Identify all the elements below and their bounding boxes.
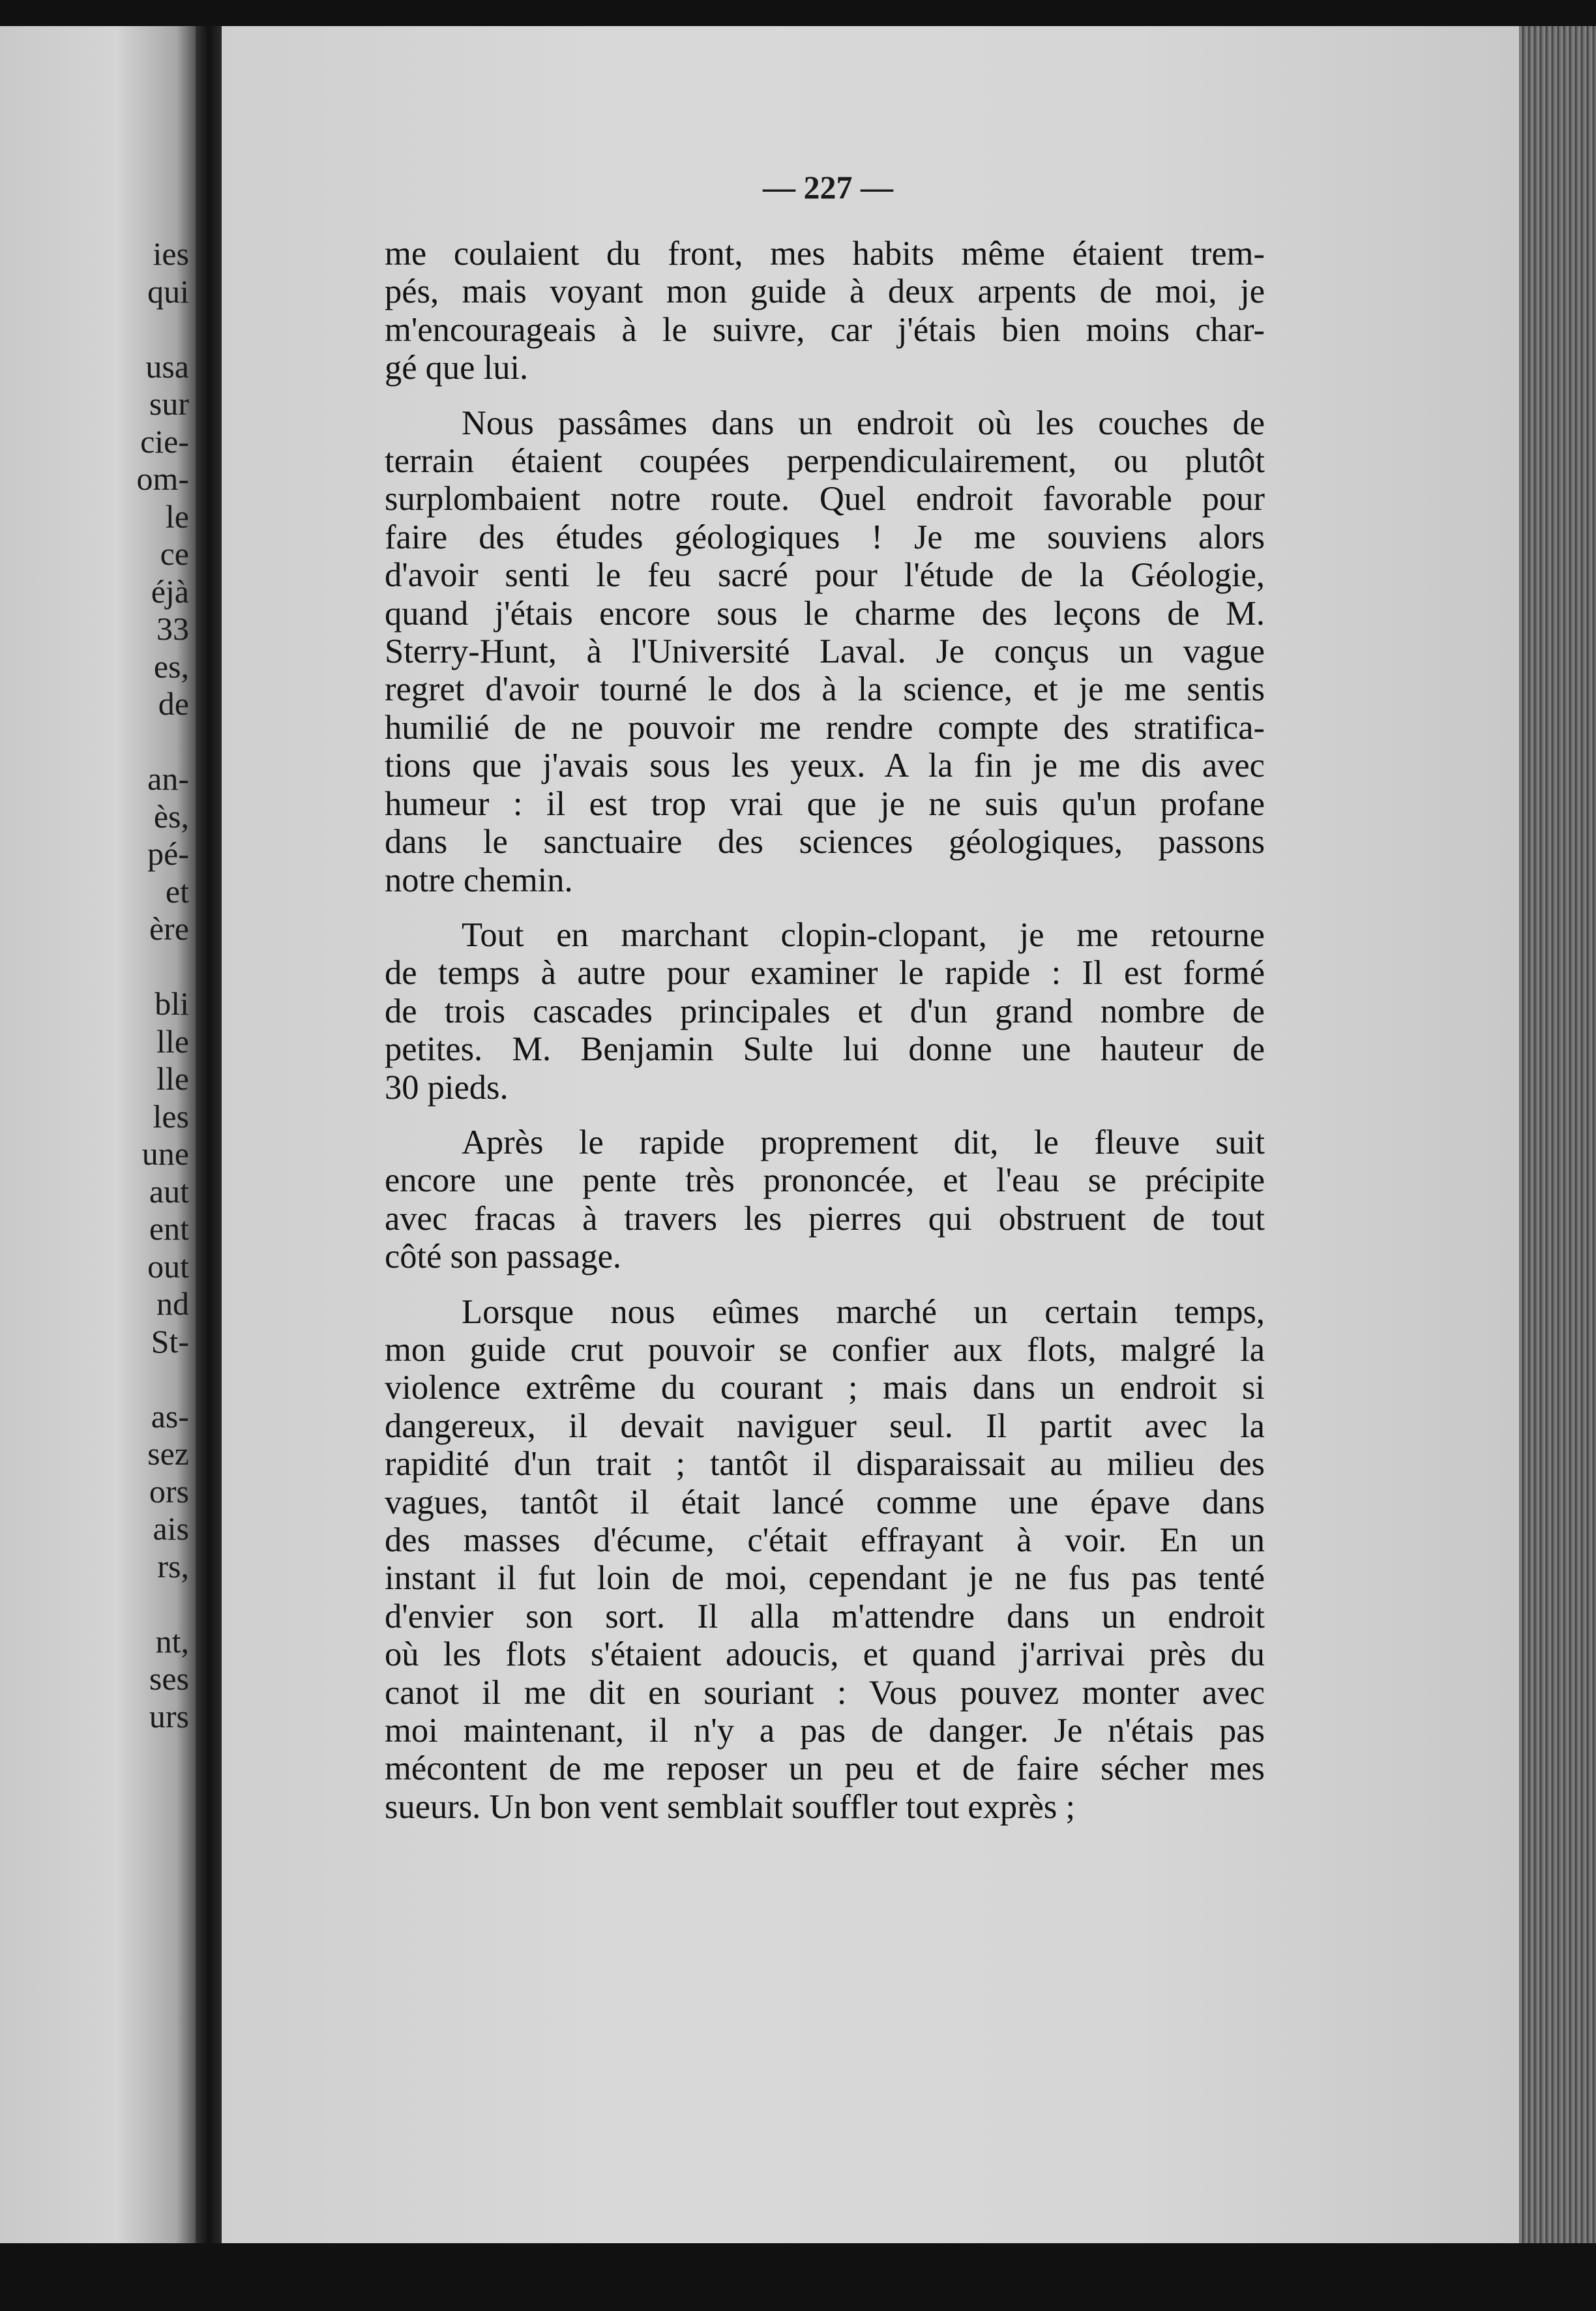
text-line: quand j'étais encore sous le charme des leçons de M. xyxy=(385,594,1265,633)
previous-page-fragment: nd xyxy=(156,1285,189,1322)
text-line: mon guide crut pouvoir se confier aux flots, malgré la xyxy=(385,1330,1265,1369)
paragraph xyxy=(385,1293,1265,1826)
text-line: vagues, tantôt il était lancé comme une épave dans xyxy=(385,1483,1265,1521)
text-line: dangereux, il devait naviguer seul. Il partit avec la xyxy=(385,1407,1265,1445)
text-line: m'encourageais à le suivre, car j'étais bien moins char- xyxy=(385,310,1265,349)
previous-page-fragment: éjà xyxy=(151,573,189,610)
previous-page-fragment: sez xyxy=(147,1435,189,1472)
previous-page-fragment: rs, xyxy=(157,1547,189,1585)
previous-page-fragment: om- xyxy=(136,460,189,497)
text-line: Après le rapide proprement dit, le fleuve suit xyxy=(462,1123,1265,1161)
text-line: terrain étaient coupées perpendiculairement, ou plutôt xyxy=(385,442,1265,481)
text-line: humeur : il est trop vrai que je ne suis qu'un profane xyxy=(385,784,1265,823)
text-line: où les flots s'étaient adoucis, et quand j'arrivai près du xyxy=(385,1635,1265,1674)
previous-page-fragment: ent xyxy=(149,1210,189,1247)
previous-page-fragment: qui xyxy=(147,273,189,310)
previous-page-fragment: et xyxy=(165,872,189,910)
previous-page-fragment: les xyxy=(153,1097,189,1135)
previous-page-fragment: es, xyxy=(153,648,189,685)
previous-page-fragment: aut xyxy=(149,1172,189,1210)
text-line: 30 pieds. xyxy=(385,1068,509,1107)
previous-page-fragment: une xyxy=(141,1135,189,1172)
paragraph xyxy=(385,1124,1265,1276)
text-line: Tout en marchant clopin-clopant, je me retourne xyxy=(462,916,1265,954)
text-line: de trois cascades principales et d'un grand nombre de xyxy=(385,992,1265,1030)
text-line: mécontent de me reposer un peu et de faire sécher mes xyxy=(385,1750,1265,1788)
text-line: violence extrême du courant ; mais dans un endroit si xyxy=(385,1369,1265,1407)
page-edge-stack xyxy=(1519,26,1596,2243)
text-line: de temps à autre pour examiner le rapide : Il est formé xyxy=(385,954,1265,992)
paragraph xyxy=(385,916,1265,1107)
previous-page-fragment: ies xyxy=(153,235,189,272)
page-number: — 227 — xyxy=(763,169,893,205)
previous-page-fragment: ès, xyxy=(153,798,189,835)
text-line: humilié de ne pouvoir me rendre compte des stratifica- xyxy=(385,708,1265,747)
text-line: surplombaient notre route. Quel endroit favorable pour xyxy=(385,480,1265,518)
text-line: d'envier son sort. Il alla m'attendre dans un endroit xyxy=(385,1597,1265,1635)
previous-page-fragment: lle xyxy=(156,1060,189,1097)
previous-page-fragment: ais xyxy=(153,1510,189,1547)
text-line: d'avoir senti le feu sacré pour l'étude de la Géologie, xyxy=(385,556,1265,595)
previous-page-fragment: 33 xyxy=(156,610,189,647)
paragraph xyxy=(385,404,1265,899)
text-line: avec fracas à travers les pierres qui obstruent de tout xyxy=(385,1199,1265,1238)
previous-page-fragment: de xyxy=(158,685,189,722)
paragraph xyxy=(385,235,1265,387)
previous-page-fragment: sur xyxy=(149,385,189,422)
previous-page-fragment: St- xyxy=(151,1322,189,1360)
page-text-body xyxy=(385,235,1265,1826)
text-line: me coulaient du front, mes habits même étaient trem- xyxy=(385,235,1265,273)
text-line: dans le sanctuaire des sciences géologiques, passons xyxy=(385,823,1265,861)
text-line: moi maintenant, il n'y a pas de danger. Je n'étais pas xyxy=(385,1712,1265,1750)
text-line: pés, mais voyant mon guide à deux arpents de moi, je xyxy=(385,273,1265,311)
text-line: canot il me dit en souriant : Vous pouvez monter avec xyxy=(385,1673,1265,1712)
previous-page-fragment: ors xyxy=(149,1472,189,1510)
text-line: rapidité d'un trait ; tantôt il disparaissait au milieu des xyxy=(385,1445,1265,1484)
text-line: Sterry-Hunt, à l'Université Laval. Je conçus un vague xyxy=(385,633,1265,671)
previous-page-fragment: out xyxy=(147,1247,189,1285)
text-line: instant il fut loin de moi, cependant je ne fus pas tenté xyxy=(385,1559,1265,1598)
text-line: regret d'avoir tourné le dos à la science, et je me sentis xyxy=(385,670,1265,709)
previous-page-fragment: pé- xyxy=(147,835,189,872)
previous-page-fragment: ce xyxy=(160,535,189,572)
text-line: sueurs. Un bon vent semblait souffler tout exprès ; xyxy=(385,1787,1076,1826)
previous-page-fragment: urs xyxy=(149,1697,189,1735)
text-line: Nous passâmes dans un endroit où les couches de xyxy=(462,404,1265,442)
previous-page-fragment: usa xyxy=(145,348,189,385)
text-line: tions que j'avais sous les yeux. A la fin je me dis avec xyxy=(385,747,1265,785)
previous-page-fragment: an- xyxy=(147,760,189,797)
text-line: notre chemin. xyxy=(385,861,573,899)
text-line: gé que lui. xyxy=(385,349,529,387)
previous-page-fragment: nt, xyxy=(155,1622,189,1660)
text-line: faire des études géologiques ! Je me souviens alors xyxy=(385,518,1265,556)
previous-page-fragment: ère xyxy=(149,910,189,947)
previous-page-fragment: as- xyxy=(151,1397,189,1435)
previous-page-fragment: lle xyxy=(156,1022,189,1060)
book-gutter xyxy=(196,26,222,2243)
previous-page-fragment: cie- xyxy=(140,423,189,460)
previous-page-fragment: ses xyxy=(149,1660,189,1697)
previous-page-fragment: le xyxy=(165,498,189,535)
text-line: côté son passage. xyxy=(385,1238,622,1276)
previous-page-edge xyxy=(0,26,196,2243)
text-line: Lorsque nous eûmes marché un certain temps, xyxy=(462,1292,1265,1331)
text-line: encore une pente très prononcée, et l'eau se précipite xyxy=(385,1161,1265,1200)
text-line: petites. M. Benjamin Sulte lui donne une hauteur de xyxy=(385,1030,1265,1069)
previous-page-fragment: bli xyxy=(155,985,189,1022)
text-line: des masses d'écume, c'était effrayant à voir. En un xyxy=(385,1521,1265,1559)
